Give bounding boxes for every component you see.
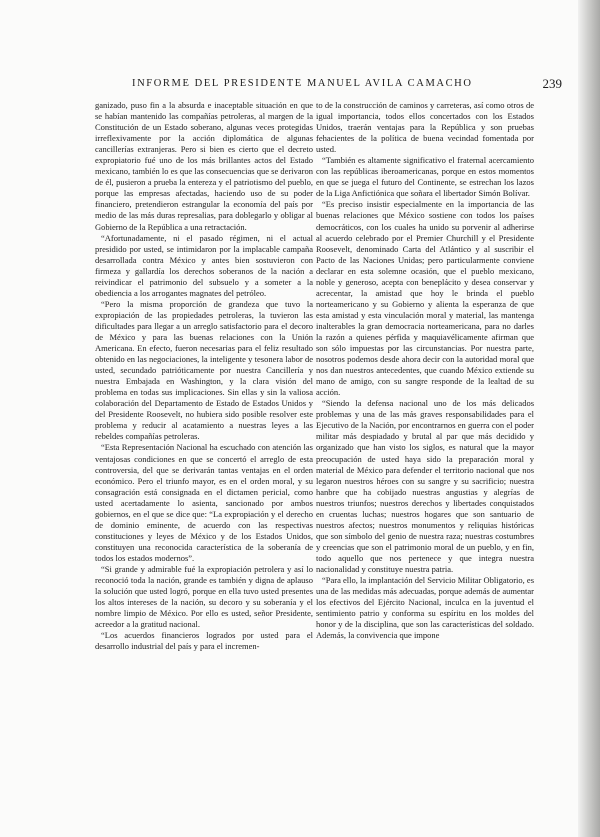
paragraph: “Los acuerdos financieros logrados por usted para el desarrollo industrial del país y para el incremen- [95, 630, 313, 652]
scan-edge-shadow [578, 0, 600, 837]
paragraph: ganizado, puso fin a la absurda e inaceptable situación en que se habían mantenido las compañías petroleras, al margen de la Constitución de un Estado soberano, algunas veces protegidas irreflexivamente por la acción diplomática de algunas cancillerías extranjeras. Pero si bien es cierto que el decreto expropiatorio fué uno de los más brillantes actos del Estado mexicano, también lo es que las consecuencias que se derivaron de él, pusieron a prueba la entereza y el patriotismo del pueblo, porque las empresas afectadas, haciendo uso de su poder financiero, pretendieron estrangular la economía del país por medio de las más duras represalias, para doblegarlo y obligar al Gobierno de la República a una retractación. [95, 100, 313, 232]
paragraph: “Esta Representación Nacional ha escuchado con atención las ventajosas condiciones en que se concertó el arreglo de esta controversia, del que se derivarán tantas ventajas en el orden económico. Pero el triunfo mayor, es en el orden moral, y su consagración está consignada en el dictamen pericial, como usted acertadamente lo asienta, sancionado por ambos gobiernos, en el que se dice que: “La expropiación y el derecho de dominio eminente, de acuerdo con las respectivas constituciones y leyes de México y de los Estados Unidos, constituyen una reconocida característica de la soberanía de todos los estados modernos”. [95, 442, 313, 563]
page-number: 239 [542, 76, 562, 91]
running-title: INFORME DEL PRESIDENTE MANUEL AVILA CAMACHO [132, 78, 473, 89]
left-column [95, 100, 313, 652]
paragraph: to de la construcción de caminos y carreteras, así como otros de igual importancia, todos ellos concertados con los Estados Unidos, traerán ventajas para la República y son pruebas fehacientes de la política de buena vecindad fomentada por usted. [316, 100, 534, 155]
paragraph: “Afortunadamente, ni el pasado régimen, ni el actual presidido por usted, se intimidaron por la implacable campaña desarrollada contra México y antes bien sostuvieron con firmeza y gallardía los derechos soberanos de la nación a reivindicar el patrimonio del subsuelo y a someter a la obediencia a los arrogantes magnates del petróleo. [95, 232, 313, 298]
paragraph: “También es altamente significativo el fraternal acercamiento con las repúblicas iberoamericanas, porque en estos momentos en que se juega el futuro del Continente, se estrechan los lazos de la Liga Anfictiónica que soñara el libertador Simón Bolívar. [316, 155, 534, 199]
paragraph: “Para ello, la implantación del Servicio Militar Obligatorio, es una de las medidas más adecuadas, porque además de aumentar los efectivos del Ejército Nacional, inculca en la juventud el sentimiento patrio y conforma su espíritu en los moldes del honor y de la disciplina, que son las características del soldado. Además, la convivencia que impone [316, 575, 534, 641]
right-column [316, 100, 534, 641]
page-header [132, 78, 562, 92]
paragraph: “Pero la misma proporción de grandeza que tuvo la expropiación de las propiedades petroleras, la tuvieron las dificultades para llegar a un arreglo satisfactorio para el decoro de México y para las buenas relaciones con la Unión Americana. En efecto, fueron necesarias para el feliz resultado obtenido en las negociaciones, la inteligente y tesonera labor de usted, secundado patrióticamente por nuestra Cancillería y nuestra Embajada en Washington, y la clara visión del problema en todas sus implicaciones. Sin ellas y sin la valiosa colaboración del Departamento de Estado de Estados Unidos y del Presidente Roosevelt, no hubiera sido posible resolver este problema y reducir al acatamiento a nuestras leyes a las rebeldes compañías petroleras. [95, 298, 313, 442]
paragraph: “Siendo la defensa nacional uno de los más delicados problemas y una de las más graves responsabilidades para el Ejecutivo de la Nación, por encontrarnos en guerra con el poder militar más despiadado y brutal al par que más decidido y organizado que han visto los siglos, es natural que la mayor preocupación de usted haya sido la preparación moral y material de México para defender el territorio nacional que nos legaron nuestros héroes con su sangre y su sacrificio; nuestra hanbre que ha cobijado nuestras angustias y alegrías de nuestros triunfos; nuestros derechos y libertades conquistados en cruentas luchas; nuestros hogares que son santuario de nuestros afectos; nuestros monumentos y reliquias históricas que son símbolo del genio de nuestra raza; nuestras costumbres y creencias que son el patrimonio moral de un pueblo, y en fin, todo aquello que nos pertenece y que integra nuestra nacionalidad y constituye nuestra patria. [316, 398, 534, 574]
paragraph: “Si grande y admirable fué la expropiación petrolera y así lo reconoció toda la nación, grande es también y digna de aplauso la solución que usted logró, porque en ella tuvo usted presentes los altos intereses de la nación, su decoro y su soberanía y el nombre limpio de México. Por ello es usted, señor Presidente, acreedor a la gratitud nacional. [95, 563, 313, 630]
paragraph: “Es preciso insistir especialmente en la importancia de las buenas relaciones que México sostiene con todos los países democráticos, con los cuales ha unido su porvenir al adherirse al acuerdo celebrado por el Premier Churchill y el Presidente Roosevelt, denominado Carta del Atlántico y al suscribir el Pacto de las Naciones Unidas; pero particularmente conviene declarar en esta solemne ocasión, que el pueblo mexicano, noble y generoso, acepta con beneplácito y desea conservar y acrecentar, la amistad que hoy le brinda el pueblo norteamericano y su Gobierno y alienta la esperanza de que esta amistad y esta vinculación moral y material, las mantenga inalterables la gran democracia norteamericana, para no darles la razón a quienes pérfida y maquiavélicamente afirman que son sólo impuestas por las circunstancias. Por nuestra parte, nosotros podemos desde ahora decir con la autoridad moral que nos dan nuestros antecedentes, que cuando México extiende su mano de amigo, con su sangre responde de la lealtad de su acción. [316, 199, 534, 398]
